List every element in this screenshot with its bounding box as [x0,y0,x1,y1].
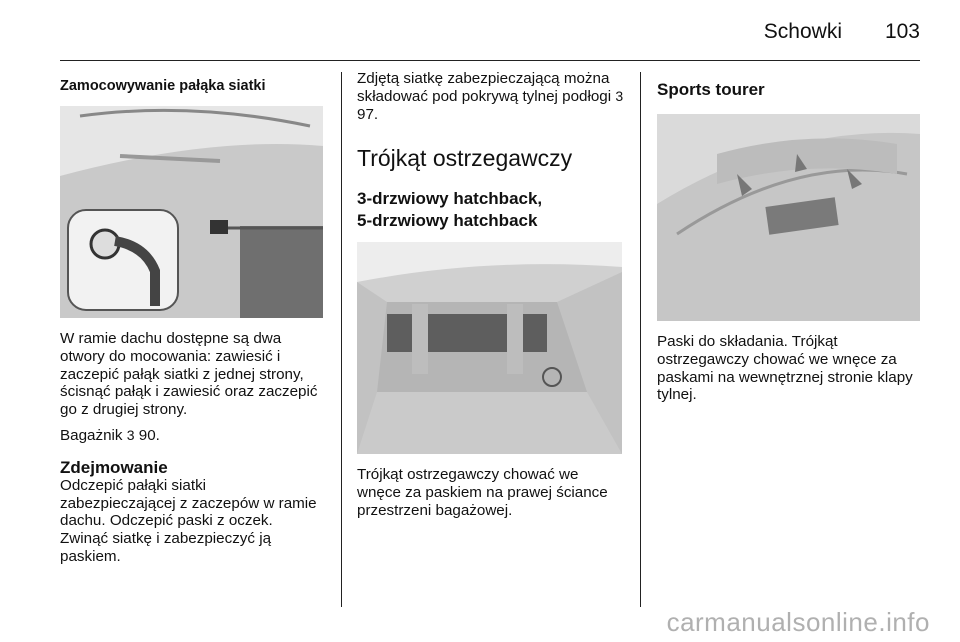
page-reference-arrow-icon: 3 [615,87,624,104]
page-header [0,0,960,60]
subheading-sports-tourer: Sports tourer [657,80,765,99]
column-3 [657,70,922,404]
net-bar-photo [60,106,323,318]
reference-text: Bagażnik [60,426,123,444]
column-2 [357,70,625,520]
column-divider-1 [341,72,342,607]
subheading-line-1: 3-drzwiowy hatchback, [357,189,543,209]
paragraph-storage [357,70,625,123]
reference-page: 97. [357,105,379,123]
paragraph-removal: Odczepić pałąki siatki zabezpieczającej z zaczepów w ramie dachu. Odczepić paski z oczek. Zwinąć siatkę i zabezpieczyć ją paskiem. [60,476,317,565]
subheading-line-2: 5-drzwiowy hatchback [357,211,538,231]
paragraph-mounting: W ramie dachu dostępne są dwa otwory do mocowania: zawiesić i zaczepić pałąk siatki z jednej strony, ścisnąć pałąk i zawiesić oraz zaczepić go z drugiej strony. [60,330,318,419]
reference-luggage [60,427,324,445]
subheading-removal: Zdejmowanie [60,457,168,477]
reference-page: 90. [138,426,160,444]
column-divider-2 [640,72,641,607]
tailgate-photo [657,114,920,321]
storage-text: Zdjętą siatkę zabezpieczającą można składować pod pokrywą tylnej podłogi [357,70,612,105]
caption-sports-tourer: Paski do składania. Trójkąt ostrzegawczy chować we wnęce za paskami na wewnętrznej stronie klapy tylnej. [657,333,913,404]
subheading-hatchback [357,188,625,232]
column-1 [60,70,324,566]
section-title-warning-triangle: Trójkąt ostrzegawczy [357,145,573,172]
header-divider [60,60,920,61]
chapter-title: Schowki [763,20,842,43]
watermark: carmanualsonline.info [666,607,930,637]
section-heading-net-bar: Zamocowywanie pałąka siatki [60,78,266,94]
page-reference-arrow-icon: 3 [126,426,135,443]
hatchback-trunk-photo [357,242,622,454]
caption-hatchback: Trójkąt ostrzegawczy chować we wnęce za paskiem na prawej ściance przestrzeni bagażowej. [357,466,608,519]
page-number: 103 [884,20,920,43]
